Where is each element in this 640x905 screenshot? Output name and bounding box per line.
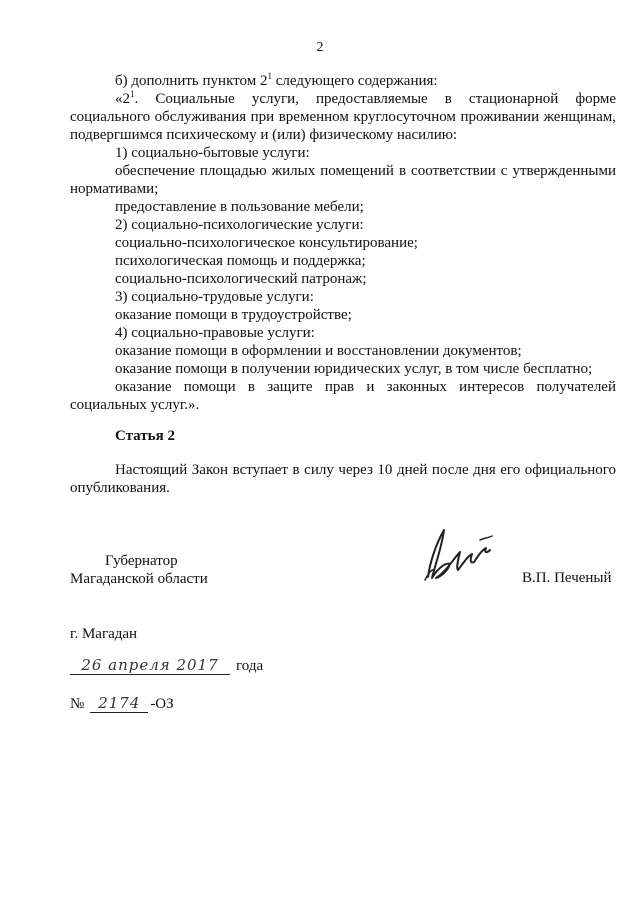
date-suffix: года [236,658,264,674]
list-item: 4) социально-правовые услуги: [115,325,315,341]
list-item: оказание помощи в защите прав и законных интересов получателей социальных услуг.». [70,379,616,413]
list-item: 3) социально-трудовые услуги: [115,289,314,305]
list-item: 1) социально-бытовые услуги: [115,145,310,161]
list-item: оказание помощи в оформлении и восстановлении документов; [115,343,522,359]
handwritten-number: 2174 [90,694,148,713]
list-item: социально-психологический патронаж; [115,271,367,287]
governor-region: Магаданской области [70,571,208,587]
clause-superscript: 1 [130,89,135,99]
amendment-text [70,72,616,414]
governor-title [70,552,208,588]
list-item: 2) социально-психологические услуги: [115,217,364,233]
amendment-intro-superscript: 1 [267,71,272,81]
governor-position: Губернатор [105,553,178,569]
amendment-intro-text: б) дополнить пунктом 2 [115,73,268,89]
list-item: предоставление в пользование мебели; [115,199,364,215]
list-item: оказание помощи в трудоустройстве; [115,307,352,323]
signing-date [70,656,263,680]
article-heading: Статья 2 [115,428,175,444]
law-number [70,694,174,713]
list-item: социально-психологическое консультирование; [115,235,418,251]
list-item: обеспечение площадью жилых помещений в соответствии с утвержденными нормативами; [70,163,616,197]
handwritten-signature [420,522,500,584]
clause-text: . Социальные услуги, предоставляемые в стационарной форме социального обслуживания при временном круглосуточном проживании женщинам, подвергшимся психическому и (или) физическому насилию: [70,91,616,143]
place-of-signing: г. Магадан [70,626,138,642]
page-number: 2 [316,40,324,55]
list-item: оказание помощи в получении юридических услуг, в том числе бесплатно; [115,361,593,377]
signer-name: В.П. Печеный [522,570,612,586]
amendment-intro [70,72,616,90]
number-suffix: -ОЗ [150,696,174,712]
clause-open: «2 [115,91,130,107]
article-text-block [70,461,616,497]
clause-heading [70,90,616,144]
list-item: психологическая помощь и поддержка; [115,253,366,269]
handwritten-date: 26 апреля 2017 [70,656,230,675]
amendment-intro-tail: следующего содержания: [271,73,438,89]
number-prefix: № [70,696,85,712]
article-text: Настоящий Закон вступает в силу через 10 дней после дня его официального опубликования. [70,462,616,496]
